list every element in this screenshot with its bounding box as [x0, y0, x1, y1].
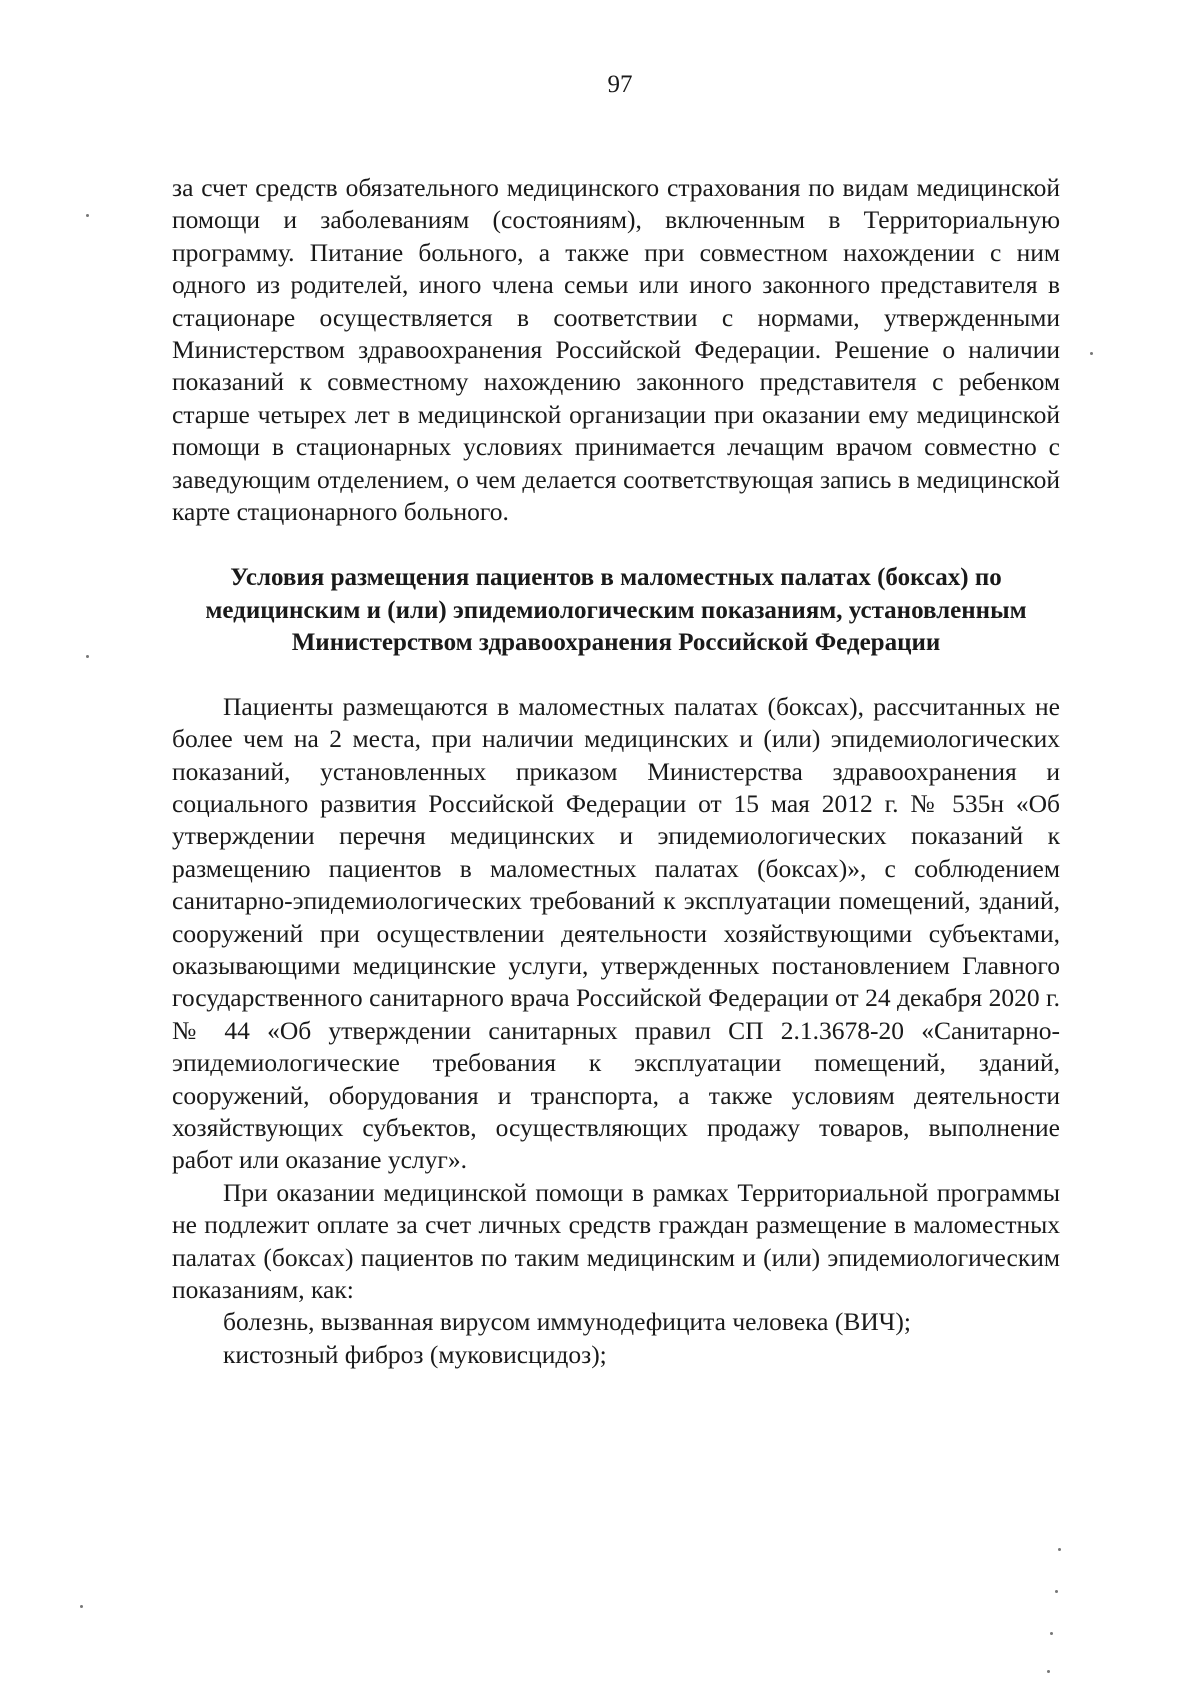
list-item: болезнь, вызванная вирусом иммунодефицита человека (ВИЧ); [223, 1307, 911, 1337]
page-body [172, 172, 1060, 1371]
list-item: кистозный фиброз (муковисцидоз); [223, 1339, 607, 1369]
paragraph-placement-conditions: Пациенты размещаются в маломестных палатах (боксах), рассчитанных не более чем на 2 места, при наличии медицинских и (или) эпидемиологических показаний, установленных приказом Министерства здравоохранения и социального развития Российской Федерации от 15 мая 2012 г. № 535н «Об утверждении перечня медицинских и эпидемиологических показаний к размещению пациентов в маломестных палатах (боксах)», с соблюдением санитарно-эпидемиологических требований к эксплуатации помещений, зданий, сооружений при осуществлении деятельности хозяйствующими субъектами, оказывающими медицинские услуги, утвержденных постановлением Главного государственного санитарного врача Российской Федерации от 24 декабря 2020 г. № 44 «Об утверждении санитарных правил СП 2.1.3678-20 «Санитарно-эпидемиологические требования к эксплуатации помещений, зданий, сооружений, оборудования и транспорта, а также условиям деятельности хозяйствующих субъектов, осуществляющих продажу товаров, выполнение работ или оказание услуг». [172, 691, 1060, 1175]
scan-speck [86, 214, 89, 217]
scan-speck [80, 1605, 83, 1608]
scan-speck [86, 655, 89, 658]
scan-speck [1058, 1548, 1061, 1551]
scan-speck [1047, 1670, 1050, 1673]
section-heading: Условия размещения пациентов в маломестных палатах (боксах) по медицинским и (или) эпидемиологическим показаниям, установленным Министерством здравоохранения Российской Федерации [205, 564, 1027, 657]
paragraph-no-payment: При оказании медицинской помощи в рамках Территориальной программы не подлежит оплате за счет личных средств граждан размещение в маломестных палатах (боксах) пациентов по таким медицинским и (или) эпидемиологическим показаниям, как: [172, 1177, 1060, 1304]
scan-speck [1055, 1590, 1058, 1593]
scan-speck [1090, 352, 1093, 355]
intro-paragraph: за счет средств обязательного медицинского страхования по видам медицинской помощи и заболеваниям (состояниям), включенным в Территориальную программу. Питание больного, а также при совместном нахождении с ним одного из родителей, иного члена семьи или иного законного представителя в стационаре осуществляется в соответствии с нормами, утвержденными Министерством здравоохранения Российской Федерации. Решение о наличии показаний к совместному нахождению законного представителя с ребенком старше четырех лет в медицинской организации при оказании ему медицинской помощи в стационарных условиях принимается лечащим врачом совместно с заведующим отделением, о чем делается соответствующая запись в медицинской карте стационарного больного. [172, 173, 1060, 527]
page-number: 97 [607, 71, 633, 98]
scan-speck [1050, 1632, 1053, 1635]
